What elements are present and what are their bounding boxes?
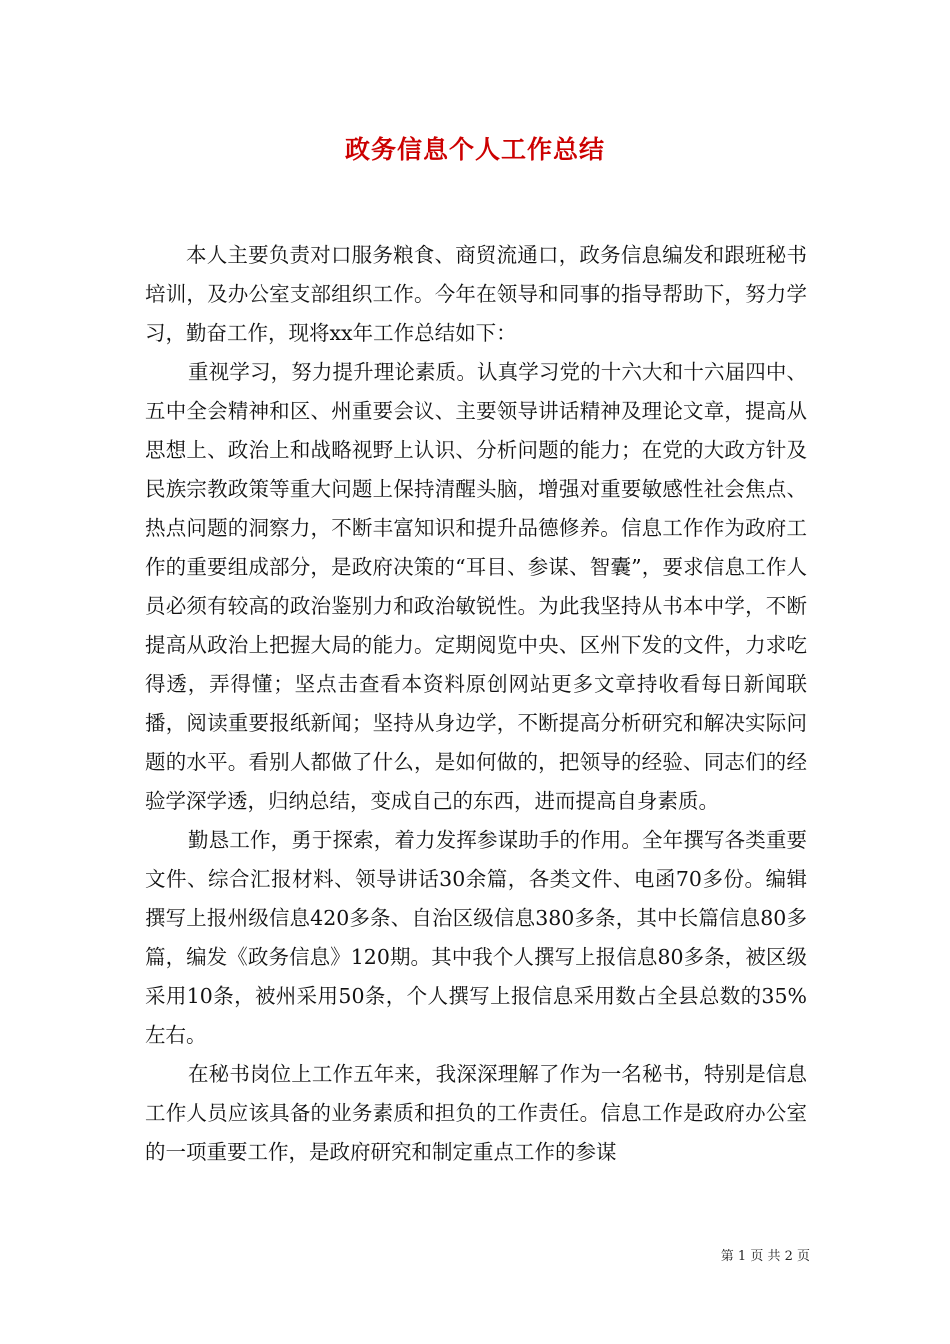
page-title: 政务信息个人工作总结 [344, 135, 605, 164]
document-body [145, 236, 807, 1172]
page-number-footer: 第 1 页 共 2 页 [720, 1249, 810, 1264]
paragraph-secretary: 在秘书岗位上工作五年来，我深深理解了作为一名秘书，特别是信息工作人员应该具备的业务素质和担负的工作责任。信息工作是政府办公室的一项重要工作，是政府研究和制定重点工作的参谋 [145, 1062, 807, 1164]
paragraph-intro: 本人主要负责对口服务粮食、商贸流通口，政务信息编发和跟班秘书培训，及办公室支部组织工作。今年在领导和同事的指导帮助下，努力学习，勤奋工作，现将xx年工作总结如下： [145, 243, 807, 345]
paragraph-work: 勤恳工作，勇于探索，着力发挥参谋助手的作用。全年撰写各类重要文件、综合汇报材料、领导讲话30余篇，各类文件、电函70多份。编辑撰写上报州级信息420多条、自治区级信息380多条，其中长篇信息80多篇，编发《政务信息》120期。其中我个人撰写上报信息80多条，被区级采用10条，被州采用50条，个人撰写上报信息采用数占全县总数的35%左右。 [145, 828, 807, 1047]
paragraph-study: 重视学习，努力提升理论素质。认真学习党的十六大和十六届四中、五中全会精神和区、州重要会议、主要领导讲话精神及理论文章，提高从思想上、政治上和战略视野上认识、分析问题的能力；在党的大政方针及民族宗教政策等重大问题上保持清醒头脑，增强对重要敏感性社会焦点、热点问题的洞察力，不断丰富知识和提升品德修养。信息工作作为政府工作的重要组成部分，是政府决策的“耳目、参谋、智囊”，要求信息工作人员必须有较高的政治鉴别力和政治敏锐性。为此我坚持从书本中学，不断提高从政治上把握大局的能力。定期阅览中央、区州下发的文件，力求吃得透，弄得懂；坚点击查看本资料原创网站更多文章持收看每日新闻联播，阅读重要报纸新闻；坚持从身边学，不断提高分析研究和解决实际问题的水平。看别人都做了什么，是如何做的，把领导的经验、同志们的经验学深学透，归纳总结，变成自己的东西，进而提高自身素质。 [145, 360, 807, 813]
